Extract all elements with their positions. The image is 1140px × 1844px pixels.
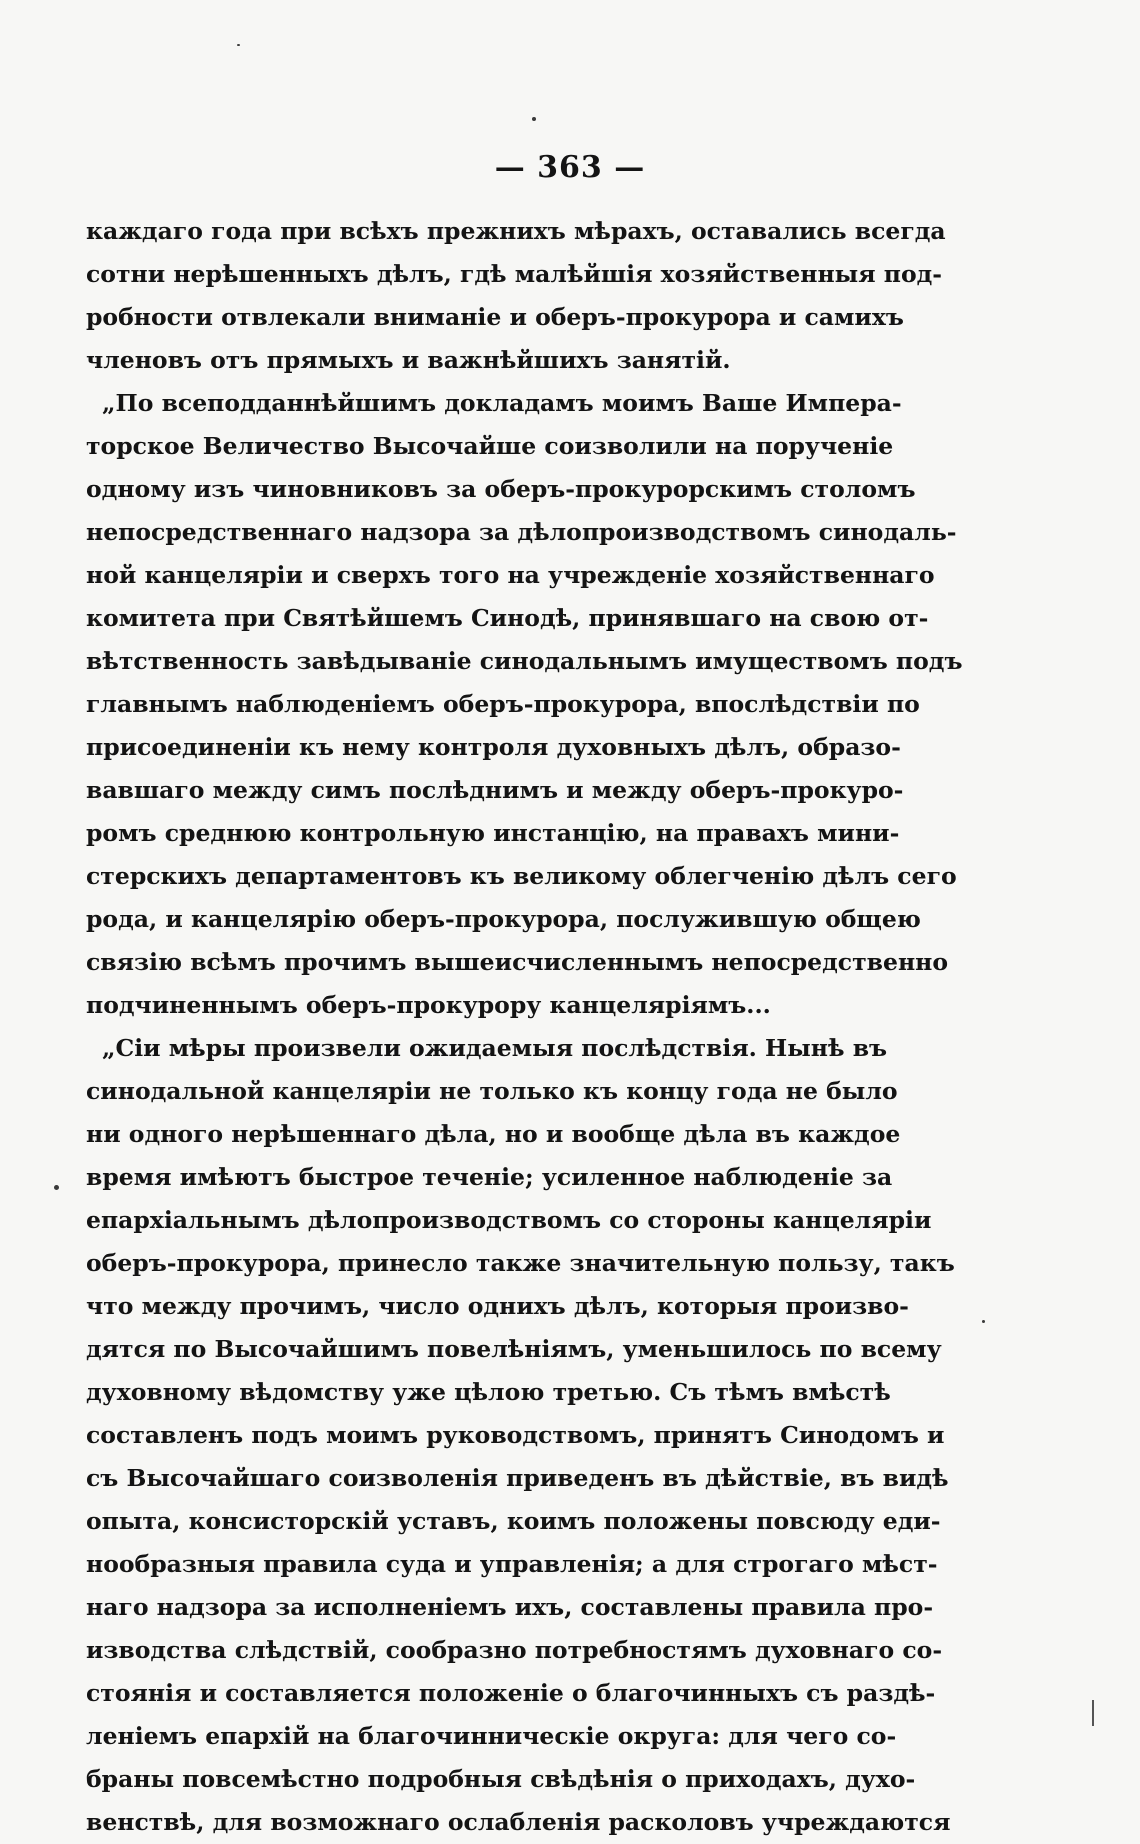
text-line: изводства слѣдствій, сообразно потребностямъ духовнаго со- (86, 1636, 943, 1664)
text-line: стоянія и составляется положеніе о благочинныхъ съ раздѣ- (86, 1679, 936, 1707)
scan-speck (982, 1320, 985, 1323)
text-line: время имѣютъ быстрое теченіе; усиленное наблюденіе за (86, 1163, 893, 1191)
paragraph (86, 382, 963, 1027)
scan-speck (54, 1185, 59, 1190)
text-line: епархіальнымъ дѣлопроизводствомъ со стороны канцеляріи (86, 1206, 932, 1234)
text-line: каждаго года при всѣхъ прежнихъ мѣрахъ, оставались всегда (86, 217, 946, 245)
text-line: опыта, консисторскій уставъ, коимъ положены повсюду еди- (86, 1507, 941, 1535)
text-line: ромъ среднюю контрольную инстанцію, на правахъ мини- (86, 819, 900, 847)
text-line: стерскихъ департаментовъ къ великому облегченію дѣлъ сего (86, 862, 957, 890)
text-line: нообразныя правила суда и управленія; а для строгаго мѣст- (86, 1550, 938, 1578)
text-line: браны повсемѣстно подробныя свѣдѣнія о приходахъ, духо- (86, 1765, 916, 1793)
text-line: одному изъ чиновниковъ за оберъ-прокурорскимъ столомъ (86, 475, 916, 503)
text-line: „Сіи мѣры произвели ожидаемыя послѣдствія. Нынѣ въ (102, 1034, 888, 1062)
text-line: непосредственнаго надзора за дѣлопроизводствомъ синодаль- (86, 518, 957, 546)
scan-speck (532, 117, 536, 121)
text-line: вавшаго между симъ послѣднимъ и между оберъ-прокуро- (86, 776, 904, 804)
text-line: дятся по Высочайшимъ повелѣніямъ, уменьшилось по всему (86, 1335, 942, 1363)
text-line: оберъ-прокурора, принесло также значительную пользу, такъ (86, 1249, 955, 1277)
text-line: связію всѣмъ прочимъ вышеисчисленнымъ непосредственно (86, 948, 949, 976)
text-line: „По всеподданнѣйшимъ докладамъ моимъ Ваше Импера- (102, 389, 902, 417)
text-line: леніемъ епархій на благочинническіе округа: для чего со- (86, 1722, 897, 1750)
text-line: торское Величество Высочайше соизволили на порученіе (86, 432, 894, 460)
text-line: комитета при Святѣйшемъ Синодѣ, принявшаго на свою от- (86, 604, 929, 632)
text-line: присоединеніи къ нему контроля духовныхъ дѣлъ, образо- (86, 733, 901, 761)
paragraph (86, 210, 946, 382)
text-line: венствѣ, для возможнаго ослабленія расколовъ учреждаются (86, 1808, 951, 1836)
text-line: рода, и канцелярію оберъ-прокурора, послужившую общею (86, 905, 921, 933)
scan-speck (237, 44, 240, 46)
text-line: ни одного нерѣшеннаго дѣла, но и вообще дѣла въ каждое (86, 1120, 901, 1148)
paragraph (86, 1027, 955, 1844)
text-line: наго надзора за исполненіемъ ихъ, составлены правила про- (86, 1593, 934, 1621)
text-line: робности отвлекали вниманіе и оберъ-прокурора и самихъ (86, 303, 904, 331)
text-line: синодальной канцеляріи не только къ концу года не было (86, 1077, 898, 1105)
scan-edge-mark (1092, 1700, 1094, 1726)
text-line: духовному вѣдомству уже цѣлою третью. Съ тѣмъ вмѣстѣ (86, 1378, 891, 1406)
text-line: сотни нерѣшенныхъ дѣлъ, гдѣ малѣйшія хозяйственныя под- (86, 260, 943, 288)
page-number: — 363 — (494, 150, 646, 185)
text-line: съ Высочайшаго соизволенія приведенъ въ дѣйствіе, въ видѣ (86, 1464, 949, 1492)
text-line: ной канцеляріи и сверхъ того на учрежденіе хозяйственнаго (86, 561, 935, 589)
text-line: главнымъ наблюденіемъ оберъ-прокурора, впослѣдствіи по (86, 690, 920, 718)
text-line: вѣтственность завѣдываніе синодальнымъ имуществомъ подъ (86, 647, 963, 675)
text-line: составленъ подъ моимъ руководствомъ, принятъ Синодомъ и (86, 1421, 945, 1449)
text-line: членовъ отъ прямыхъ и важнѣйшихъ занятій. (86, 346, 731, 374)
text-line: подчиненнымъ оберъ-прокурору канцеляріямъ... (86, 991, 771, 1019)
text-line: что между прочимъ, число однихъ дѣлъ, которыя произво- (86, 1292, 909, 1320)
body-text (86, 210, 963, 1844)
